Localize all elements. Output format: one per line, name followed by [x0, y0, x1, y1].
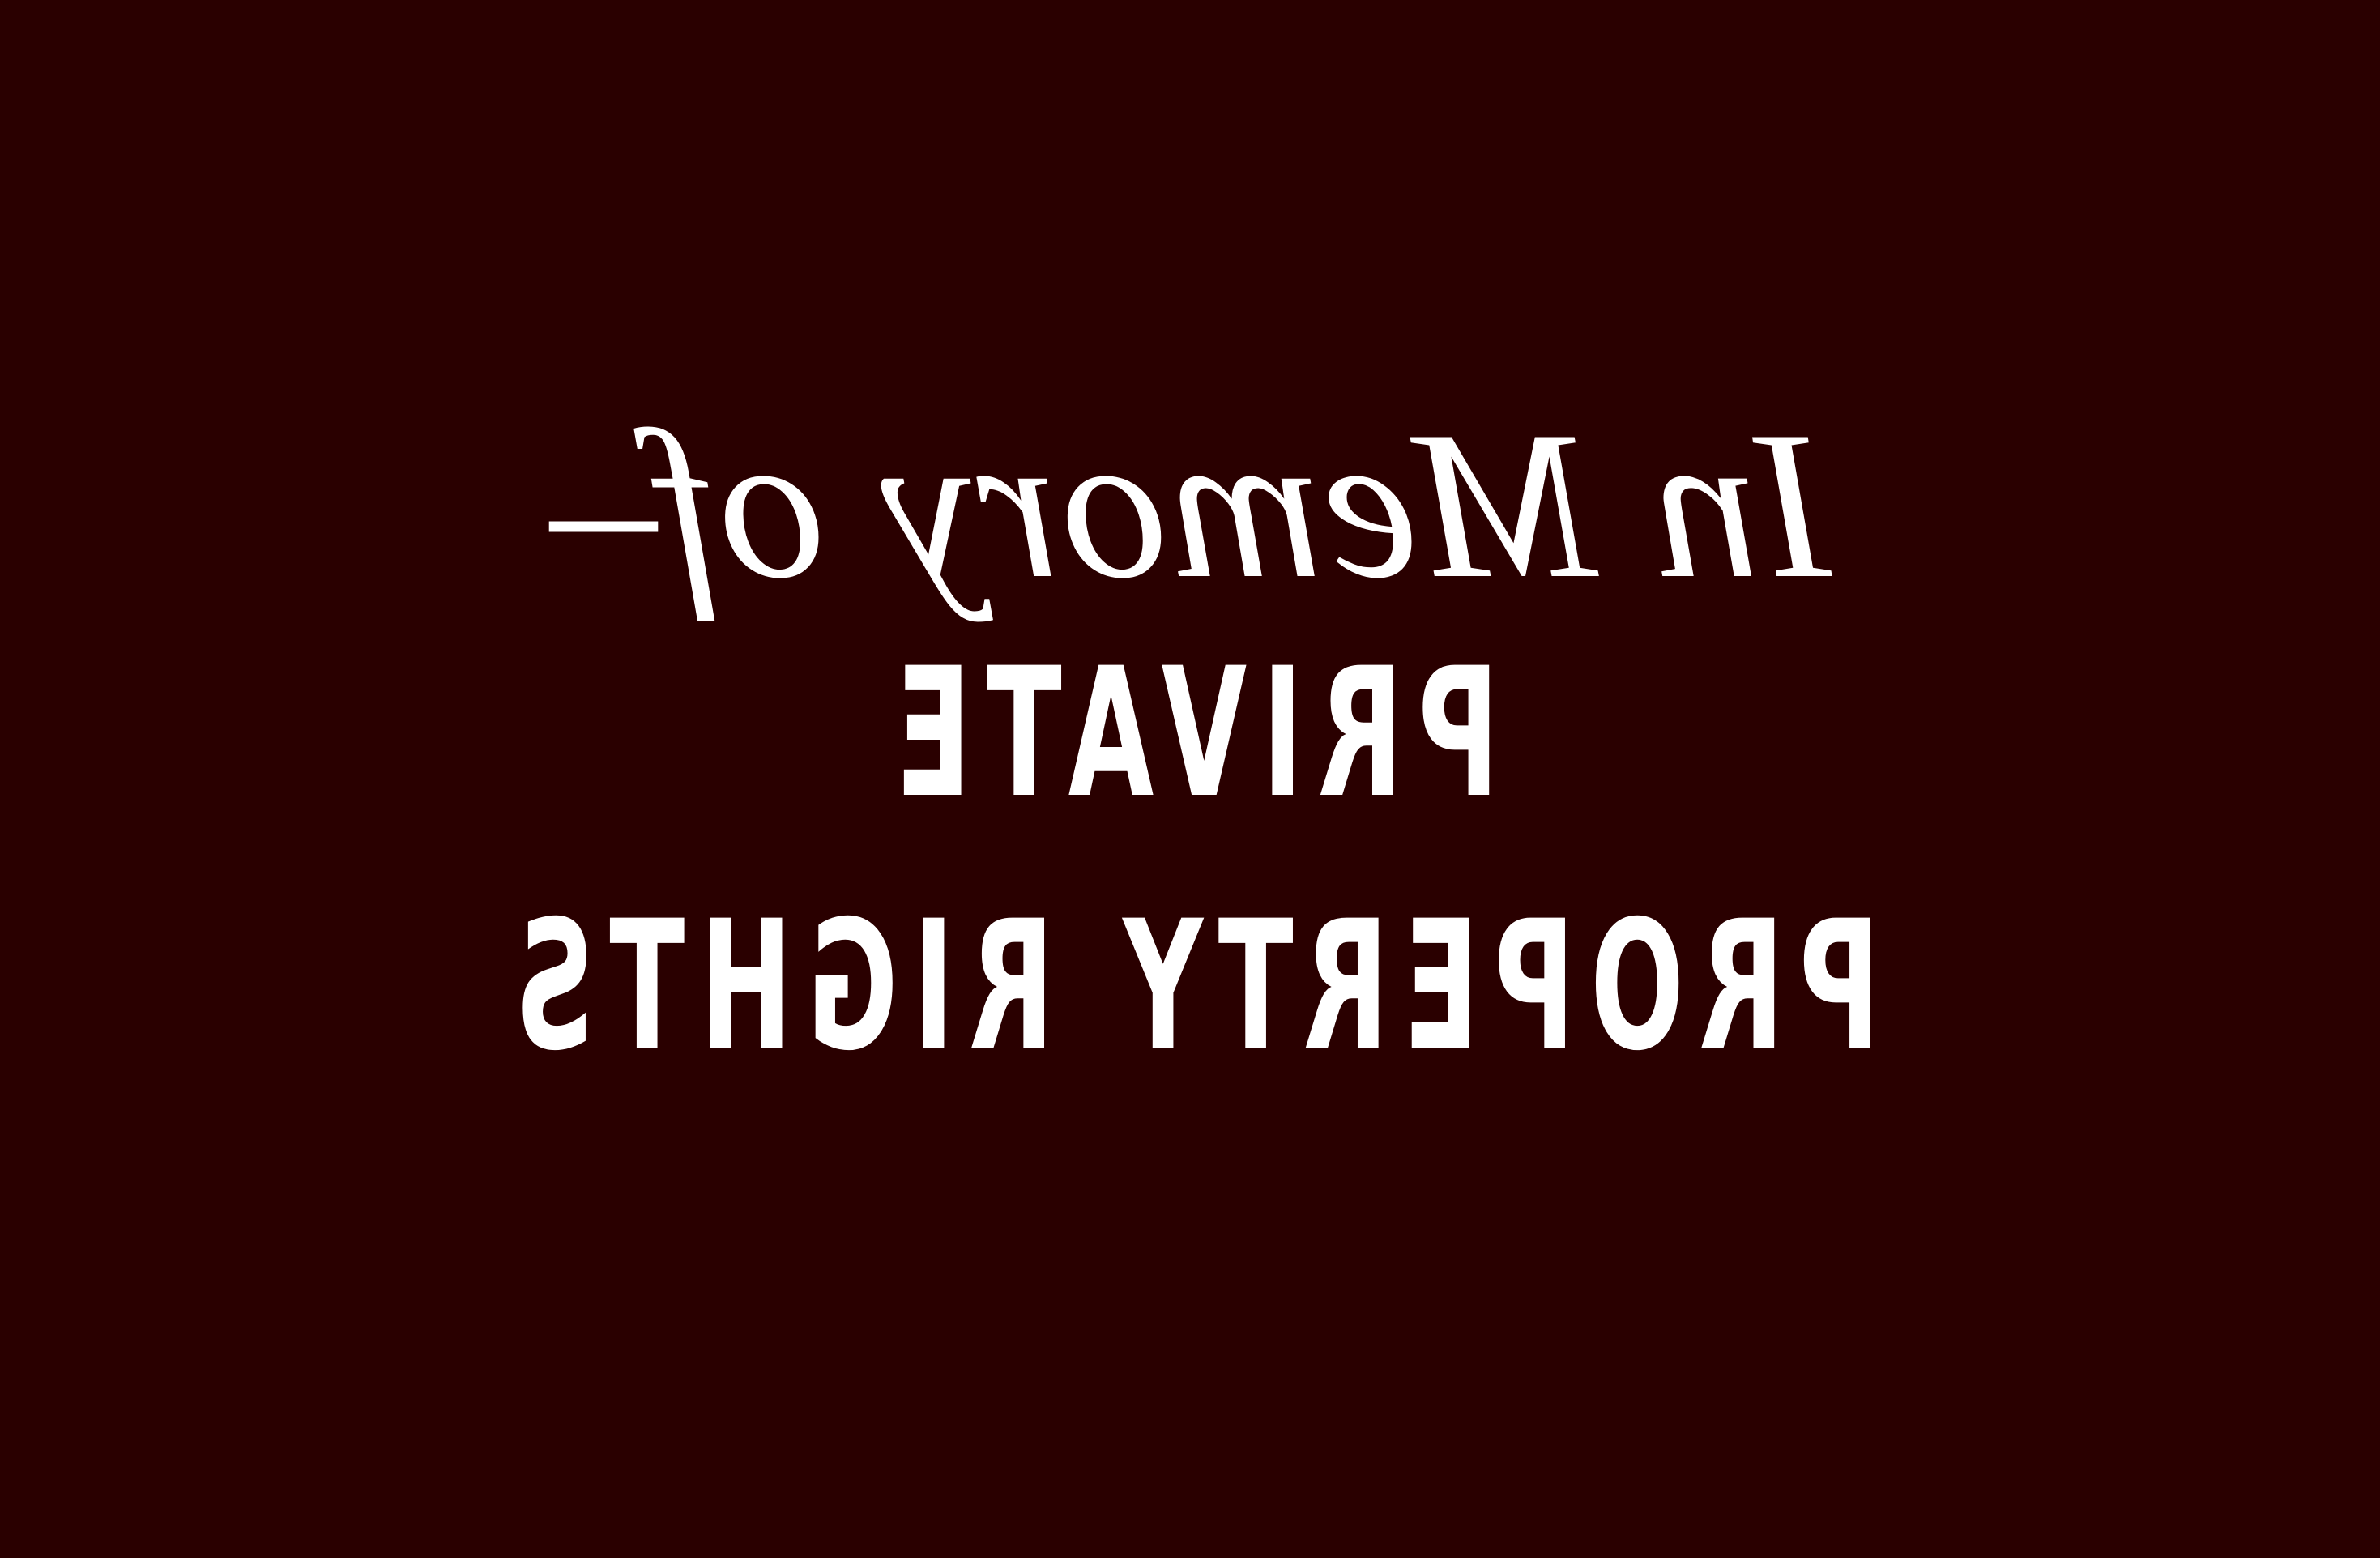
title-line-property-rights: PROPERTY RIGHTS [499, 882, 1881, 1090]
memorial-heading: In Memory of– [548, 387, 1832, 622]
title-line-private: PRIVATE [881, 630, 1499, 837]
